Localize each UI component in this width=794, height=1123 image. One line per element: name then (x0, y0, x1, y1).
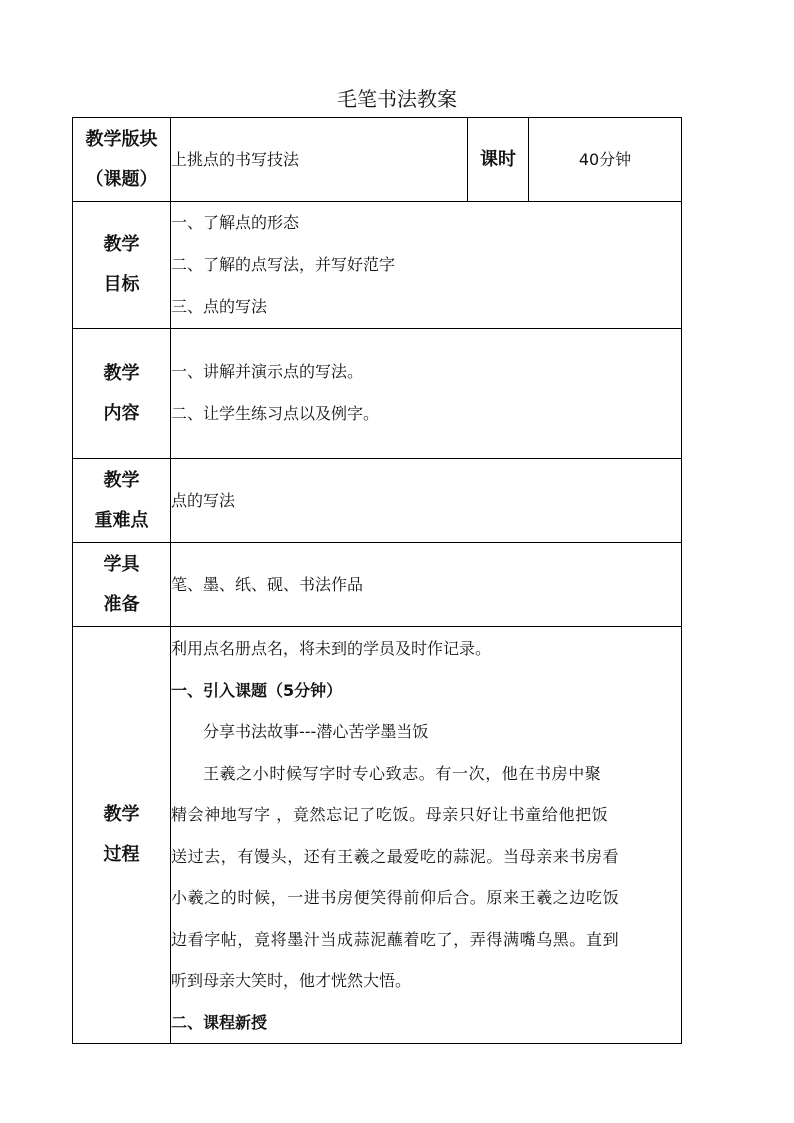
difficulty-label-line2: 重难点 (94, 509, 149, 531)
process-label-line1: 教学 (103, 804, 140, 825)
story-line: 精会神地写字 ，竟然忘记了吃饭。母亲只好让书童给他把饭 (171, 805, 609, 824)
difficulty-text: 点的写法 (171, 490, 236, 510)
section-heading: 二、课程新授 (171, 1012, 268, 1032)
objectives-label-cell (73, 202, 171, 329)
materials-label-cell (73, 543, 171, 627)
objective-item: 三、点的写法 (171, 297, 268, 316)
topic-label-line1: 教学版块 (85, 128, 158, 150)
process-cell (171, 627, 682, 1044)
topic-value-cell (171, 118, 468, 202)
process-intro: 利用点名册点名，将未到的学员及时作记录。 (171, 639, 492, 658)
materials-row (73, 543, 682, 627)
materials-label-line1: 学具 (103, 553, 140, 575)
topic-label-line2: （课题） (85, 168, 158, 190)
period-label: 课时 (480, 148, 516, 170)
objectives-cell (171, 202, 682, 329)
content-row (73, 329, 682, 459)
section-heading: 一、引入课题（5分钟） (171, 680, 343, 700)
story-title: 分享书法故事---潜心苦学墨当饭 (203, 722, 429, 741)
content-label-line1: 教学 (103, 362, 140, 384)
process-label-line2: 过程 (103, 844, 140, 865)
document-title: 毛笔书法教案 (337, 87, 457, 111)
content-item: 二、让学生练习点以及例字。 (171, 404, 380, 423)
story-line: 听到母亲大笑时，他才恍然大悟。 (171, 971, 412, 990)
topic-label-cell (73, 118, 171, 202)
objective-item: 一、了解点的形态 (171, 213, 300, 232)
difficulty-row (73, 459, 682, 543)
difficulty-label-cell (73, 459, 171, 543)
topic-value: 上挑点的书写技法 (171, 149, 300, 169)
period-value: 40分钟 (578, 149, 632, 169)
objectives-label-line2: 目标 (103, 274, 140, 295)
process-label-cell (73, 627, 171, 1044)
story-line: 送过去，有馒头，还有王羲之最爱吃的蒜泥。当母亲来书房看 (171, 846, 620, 866)
period-label-cell (468, 118, 529, 202)
story-line: 小羲之的时候，一进书房便笑得前仰后合。原来王羲之边吃饭 (171, 888, 620, 907)
content-label-line2: 内容 (103, 402, 140, 424)
materials-cell (171, 543, 682, 627)
difficulty-cell (171, 459, 682, 543)
materials-text: 笔、墨、纸、砚、书法作品 (171, 574, 364, 594)
objectives-row (73, 202, 682, 329)
materials-label-line2: 准备 (103, 593, 140, 615)
objectives-label-line1: 教学 (103, 234, 140, 255)
objective-item: 二、了解的点写法，并写好范字 (171, 255, 396, 274)
lesson-plan-table (72, 117, 682, 1044)
story-line: 边看字帖，竟将墨汁当成蒜泥蘸着吃了，弄得满嘴乌黑。直到 (171, 929, 620, 949)
content-label-cell (73, 329, 171, 459)
period-value-cell (529, 118, 682, 202)
topic-row (73, 118, 682, 202)
difficulty-label-line1: 教学 (103, 469, 140, 491)
content-item: 一、讲解并演示点的写法。 (171, 362, 364, 381)
story-line: 王羲之小时候写字时专心致志。有一次，他在书房中聚 (203, 763, 602, 783)
content-cell (171, 329, 682, 459)
process-row (73, 627, 682, 1044)
